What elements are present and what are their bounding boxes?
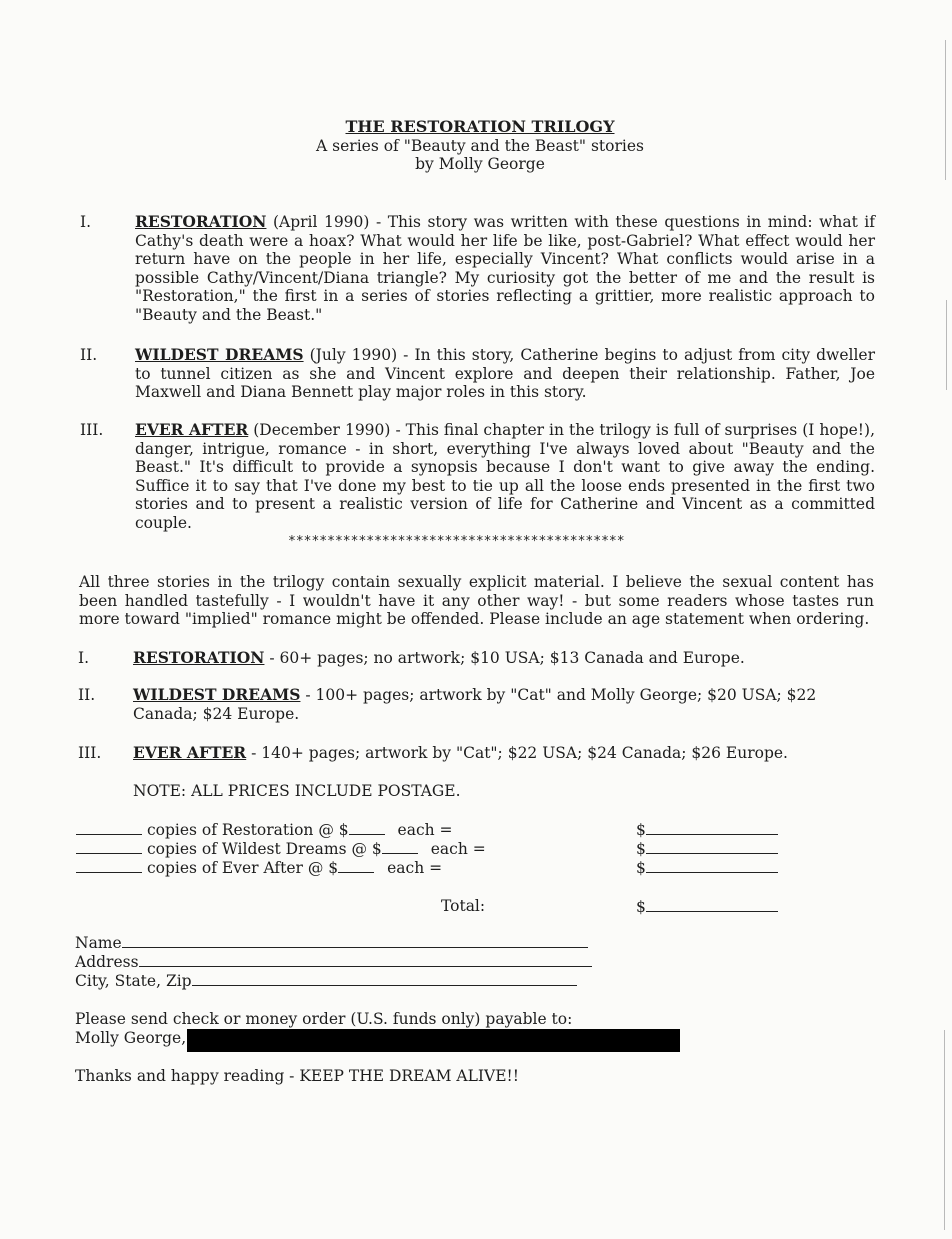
story-description <box>135 213 875 324</box>
page-title: THE RESTORATION TRILOGY <box>345 117 615 136</box>
order-row-ever-after <box>76 858 442 878</box>
order-suffix: each = <box>397 821 453 839</box>
order-row-restoration <box>76 820 453 840</box>
story-description <box>135 421 875 532</box>
redaction-bar <box>187 1029 680 1052</box>
price-details <box>133 744 875 763</box>
scan-edge-mark <box>944 1030 945 1230</box>
order-label: copies of Wildest Dreams @ $ <box>146 840 382 858</box>
address-row <box>75 952 592 972</box>
price-details <box>133 686 875 723</box>
price-text: - 100+ pages; artwork by "Cat" and Molly George; $20 USA; $22 Canada; $24 Europe. <box>133 686 817 723</box>
story-text: (April 1990) - This story was written with these questions in mind: what if Cathy's death were a hoax? What would her life be like, post-Gabriel? What effect would her return have on the people in her life, especially Vincent? What conflicts would arise in a possible Cathy/Vincent/Diana triangle? My curiosity got the better of me and the result is "Restoration," the first in a series of stories reflecting a grittier, more realistic approach to "Beauty and the Beast." <box>135 213 875 324</box>
story-numeral: III. <box>80 421 104 439</box>
price-text: - 60+ pages; no artwork; $10 USA; $13 Canada and Europe. <box>264 649 745 667</box>
dollar-sign: $ <box>636 859 646 877</box>
price-title: EVER AFTER <box>133 743 247 762</box>
address-field[interactable] <box>139 952 592 967</box>
amount-field[interactable] <box>646 839 778 854</box>
total-field[interactable] <box>646 897 778 912</box>
story-text: (December 1990) - This final chapter in the trilogy is full of surprises (I hope!), danger, intrigue, romance - in short, everything I've always loved about "Beauty and the Beast." It's difficult to provide a synopsis because I don't want to give away the ending. Suffice it to say that I've done my best to tie up all the loose ends presented in the first two stories and to present a realistic version of life for Catherine and Vincent as a committed couple. <box>135 421 875 532</box>
amount-field[interactable] <box>646 858 778 873</box>
price-numeral: I. <box>78 649 90 667</box>
price-each-field[interactable] <box>349 820 385 835</box>
amount-line <box>636 839 778 859</box>
city-field[interactable] <box>192 971 577 986</box>
payee: Molly George, <box>75 1029 187 1047</box>
price-text: - 140+ pages; artwork by "Cat"; $22 USA; $24 Canada; $26 Europe. <box>246 744 788 762</box>
price-title: RESTORATION <box>133 648 265 667</box>
title-block <box>300 118 660 174</box>
story-text: (July 1990) - In this story, Catherine begins to adjust from city dweller to tunnel citizen as she and Vincent explore and deepen their relationship. Father, Joe Maxwell and Diana Bennett play major roles in this story. <box>135 346 875 401</box>
separator: ******************************************* <box>288 534 625 549</box>
amount-line <box>636 820 778 840</box>
price-numeral: III. <box>78 744 102 762</box>
order-suffix: each = <box>430 840 486 858</box>
name-row <box>75 933 588 953</box>
dollar-sign: $ <box>636 898 646 916</box>
price-numeral: II. <box>78 686 96 704</box>
amount-field[interactable] <box>646 820 778 835</box>
story-numeral: II. <box>80 346 98 364</box>
copies-field[interactable] <box>76 820 142 835</box>
byline: by Molly George <box>415 155 545 173</box>
order-label: copies of Ever After @ $ <box>146 859 339 877</box>
name-field[interactable] <box>122 933 588 948</box>
story-numeral: I. <box>80 213 92 231</box>
copies-field[interactable] <box>76 839 142 854</box>
city-row <box>75 971 577 991</box>
story-name: RESTORATION <box>135 212 267 231</box>
copies-field[interactable] <box>76 858 142 873</box>
order-label: copies of Restoration @ $ <box>146 821 349 839</box>
price-details <box>133 649 875 668</box>
amount-line <box>636 858 778 878</box>
postage-note: NOTE: ALL PRICES INCLUDE POSTAGE. <box>133 782 461 800</box>
story-name: EVER AFTER <box>135 420 249 439</box>
address-label: Address <box>75 953 139 971</box>
order-row-wildest-dreams <box>76 839 486 859</box>
dollar-sign: $ <box>636 840 646 858</box>
scan-edge-mark <box>945 40 946 180</box>
name-label: Name <box>75 934 122 952</box>
total-line <box>636 897 778 917</box>
dollar-sign: $ <box>636 821 646 839</box>
story-description <box>135 346 875 402</box>
price-each-field[interactable] <box>382 839 418 854</box>
scan-edge-mark <box>946 300 947 390</box>
city-label: City, State, Zip <box>75 972 192 990</box>
order-suffix: each = <box>387 859 443 877</box>
price-each-field[interactable] <box>338 858 374 873</box>
page-subtitle: A series of "Beauty and the Beast" stories <box>316 136 644 155</box>
story-name: WILDEST DREAMS <box>135 345 304 364</box>
price-title: WILDEST DREAMS <box>133 685 301 704</box>
payment-instruction: Please send check or money order (U.S. funds only) payable to: <box>75 1010 573 1028</box>
content-warning: All three stories in the trilogy contain sexually explicit material. I believe the sexual content has been handled tastefully - I wouldn't have it any other way! - but some readers whose tastes run more toward "implied" romance might be offended. Please include an age statement when ordering. <box>79 573 874 628</box>
closing-line: Thanks and happy reading - KEEP THE DREAM ALIVE!! <box>75 1067 519 1085</box>
total-label: Total: <box>441 897 486 915</box>
